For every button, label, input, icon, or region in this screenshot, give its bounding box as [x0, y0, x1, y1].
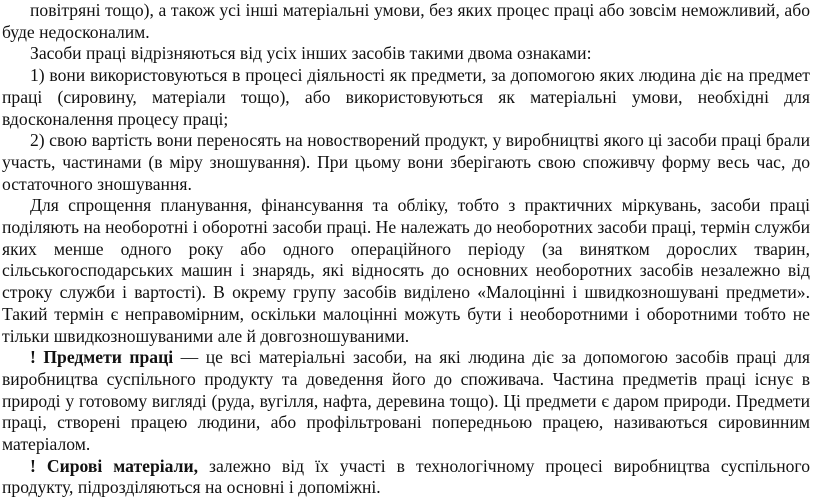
paragraph-feature-1: 1) вони використовуються в процесі діяльності як предмети, за допомогою яких людина діє на предмет праці (сировину, матеріали тощо), або використовуються як матеріальні умови, необхідні для вдосконалення процесу праці;: [2, 65, 810, 129]
paragraph-raw-materials: [2, 456, 810, 499]
term-objects-of-labor: ! Предмети праці: [30, 347, 174, 368]
term-raw-materials: ! Сирові матеріали,: [30, 455, 198, 476]
definition-raw-materials: залежно від їх участі в технологічному процесі виробництва суспільного продукту, підрозділяються на основні і допоміжні.: [2, 455, 810, 498]
paragraph-continuation: повітряні тощо), а також усі інші матеріальні умови, без яких процес праці або зовсім неможливий, або буде недосконалим.: [2, 0, 810, 42]
paragraph-feature-2: 2) свою вартість вони переносять на новостворений продукт, у виробництві якого ці засоби праці брали участь, частинами (в міру зношування). При цьому вони зберігають свою споживчу форму весь час, до остаточного зношування.: [2, 130, 810, 194]
paragraph-intro-features: Засоби праці відрізняються від усіх інших засобів такими двома ознаками:: [30, 43, 592, 64]
definition-objects-of-labor: — це всі матеріальні засоби, на які людина діє за допомогою засобів праці для виробництва суспільного продукту та доведення його до споживача. Частина предметів праці існує в природі у готовому вигляді (руда, вугілля, нафта, деревина тощо). Ці предмети є даром природи. Предмети праці, створені працею людини, або профільтровані попередньою працею, називаються сировинним матеріалом.: [2, 347, 810, 455]
paragraph-objects-of-labor: [2, 347, 810, 456]
paragraph-classification: Для спрощення планування, фінансування та обліку, тобто з практичних міркувань, засоби праці поділяють на необоротні і оборотні засоби праці. Не належать до необоротних засоби праці, термін служби яких менше одного року або одного операційного періоду (за винятком дорослих тварин, сільськогосподарських машин і знарядь, які відносять до основних необоротних засобів незалежно від строку служби і вартості). В окрему групу засобів виділено «Малоцінні і швидкозношувані предмети». Такий термін є неправомірним, оскільки малоцінні можуть бути і необоротними і оборотними тобто не тільки швидкозношуваними але й довгозношуваними.: [2, 195, 810, 346]
